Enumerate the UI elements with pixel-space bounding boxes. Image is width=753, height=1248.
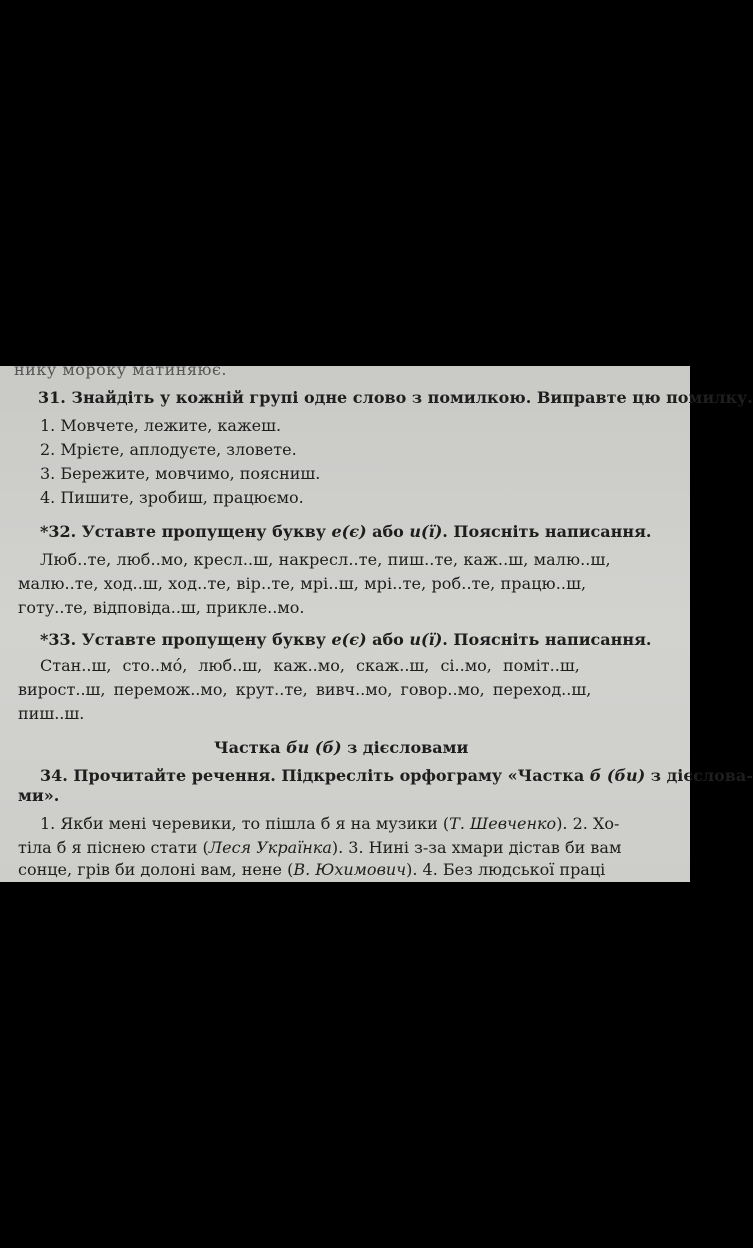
- exercise-34-heading-line-2: ми».: [18, 786, 60, 805]
- title-text: Частка: [214, 738, 287, 757]
- heading-text: або: [366, 522, 410, 541]
- heading-letters: и(ї): [409, 630, 443, 649]
- exercise-31-line-2: 2. Мрієте, аплодуєте, зловете.: [40, 440, 297, 459]
- heading-text: . Поясніть написання.: [442, 522, 652, 541]
- text: 1. Якби мені черевики, то пішла б я на музики (: [40, 814, 450, 833]
- title-text: з дієсловами: [341, 738, 469, 757]
- title-italic: би (б): [286, 738, 342, 757]
- text: ). 3. Нині з-за хмари дістав би вам: [331, 838, 622, 857]
- text: ). 2. Хо-: [556, 814, 620, 833]
- textbook-page: [0, 360, 753, 882]
- exercise-33-line-2: вирост..ш, перемож..мо, крут..те, вивч..мо, говор..мо, переход..ш,: [18, 680, 592, 699]
- author: Леся Українка: [208, 838, 332, 857]
- exercise-34-line-1: [40, 814, 619, 833]
- exercise-31-line-4: 4. Пишите, зробиш, працюємо.: [40, 488, 304, 507]
- exercise-32-line-3: готу..те, відповіда..ш, прикле..мо.: [18, 598, 305, 617]
- heading-text: з дієслова-: [645, 766, 753, 785]
- heading-text: 34. Прочитайте речення. Підкресліть орфограму «Частка: [40, 766, 590, 785]
- exercise-32-heading: [40, 522, 651, 541]
- text: сонце, грів би долоні вам, нене (: [18, 860, 294, 879]
- author: Т. Шевченко: [449, 814, 557, 833]
- cut-off-line: нику мороку матиняює.: [14, 360, 228, 379]
- exercise-31-line-1: 1. Мовчете, лежите, кажеш.: [40, 416, 282, 435]
- heading-text: . Поясніть написання.: [442, 630, 652, 649]
- section-title: [214, 738, 468, 757]
- heading-letters: и(ї): [409, 522, 443, 541]
- exercise-32-line-2: малю..те, ход..ш, ход..те, вір..те, мрі..ш, мрі..те, роб..те, працю..ш,: [18, 574, 587, 593]
- exercise-33-line-1: Стан..ш, сто..мо́, люб..ш, каж..мо, скаж..ш, сі..мо, поміт..ш,: [40, 656, 580, 675]
- exercise-34-heading: [40, 766, 753, 785]
- text: ). 4. Без людської праці: [406, 860, 606, 879]
- heading-italic: б (би): [589, 766, 646, 785]
- heading-text: *33. Уставте пропущену букву: [40, 630, 332, 649]
- exercise-31-heading: 31. Знайдіть у кожній групі одне слово з помилкою. Виправте цю помилку.: [38, 388, 753, 407]
- exercise-34-line-3: [18, 860, 605, 879]
- heading-letters: е(є): [331, 522, 367, 541]
- heading-text: *32. Уставте пропущену букву: [40, 522, 332, 541]
- exercise-31-line-3: 3. Бережите, мовчимо, поясниш.: [40, 464, 321, 483]
- heading-letters: е(є): [331, 630, 367, 649]
- heading-text: або: [366, 630, 410, 649]
- author: В. Юхимович: [293, 860, 407, 879]
- exercise-33-line-3: пиш..ш.: [18, 704, 85, 723]
- exercise-33-heading: [40, 630, 651, 649]
- exercise-34-line-2: [18, 838, 621, 857]
- text: тіла б я піснею стати (: [18, 838, 209, 857]
- exercise-32-line-1: Люб..те, люб..мо, кресл..ш, накресл..те, пиш..те, каж..ш, малю..ш,: [40, 550, 611, 569]
